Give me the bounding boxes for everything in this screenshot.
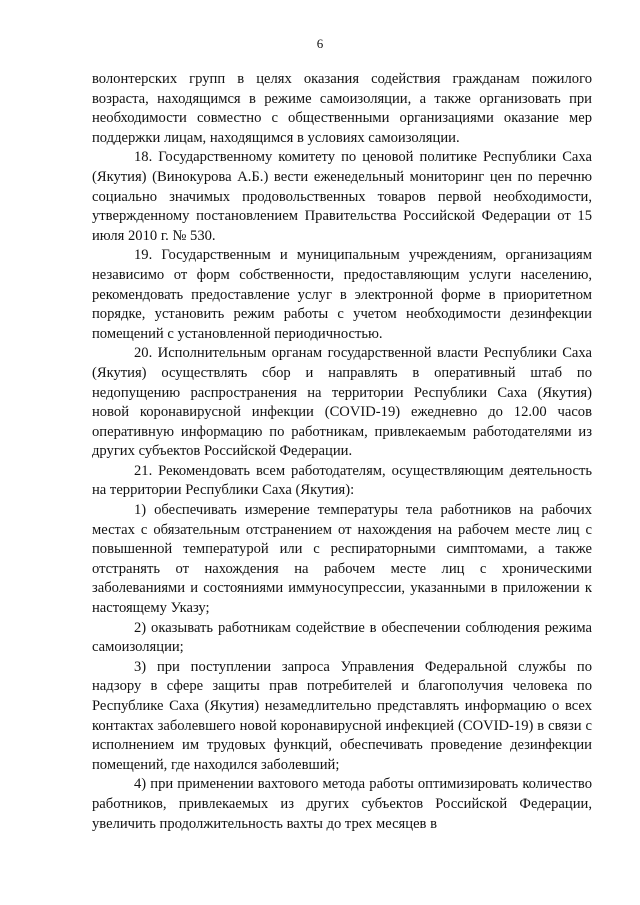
paragraph-item-19: 19. Государственным и муниципальным учреждениям, организациям независимо от форм собственности, предоставляющим услуги населению, рекомендовать предоставление услуг в электронной форме в приоритетном порядке, установить режим работы с учетом необходимости дезинфекции помещений с установленной периодичностью. — [92, 247, 592, 342]
document-body — [92, 70, 592, 834]
subitem-1: 1) обеспечивать измерение температуры тела работников на рабочих местах с обязательным отстранением от нахождения на рабочем месте лиц с повышенной температурой или с респираторными симптомами, а также отстранять от нахождения на рабочем месте лиц с хроническими заболеваниями и состояниями иммуносупрессии, указанными в приложении к настоящему Указу; — [92, 502, 592, 617]
subitem-2: 2) оказывать работникам содействие в обеспечении соблюдения режима самоизоляции; — [92, 619, 592, 656]
paragraph-continuation: волонтерских групп в целях оказания содействия гражданам пожилого возраста, находящимся в режиме самоизоляции, а также организовать при необходимости совместно с общественными организациями оказание мер поддержки лицам, находящимся в условиях самоизоляции. — [92, 71, 592, 146]
paragraph-item-20: 20. Исполнительным органам государственной власти Республики Саха (Якутия) осуществлять сбор и направлять в оперативный штаб по недопущению распространения на территории Республики Саха (Якутия) новой коронавирусной инфекции (COVID-19) ежедневно до 12.00 часов оперативную информацию по работникам, привлекаемым работодателями из других субъектов Российской Федерации. — [92, 345, 592, 460]
subitem-4: 4) при применении вахтового метода работы оптимизировать количество работников, привлекаемых из других субъектов Российской Федерации, увеличить продолжительность вахты до трех месяцев в — [92, 776, 592, 832]
page-number: 6 — [316, 36, 324, 51]
subitem-3: 3) при поступлении запроса Управления Федеральной службы по надзору в сфере защиты прав потребителей и благополучия человека по Республике Саха (Якутия) незамедлительно представлять информацию о всех контактах заболевшего новой коронавирусной инфекцией (COVID-19) в связи с исполнением им трудовых функций, обеспечивать проведение дезинфекции помещений, где находился заболевший; — [92, 658, 592, 773]
paragraph-item-21: 21. Рекомендовать всем работодателям, осуществляющим деятельность на территории Республики Саха (Якутия): — [92, 462, 592, 499]
paragraph-item-18: 18. Государственному комитету по ценовой политике Республики Саха (Якутия) (Винокурова А.Б.) вести еженедельный мониторинг цен по перечню социально значимых продовольственных товаров первой необходимости, утвержденному постановлением Правительства Российской Федерации от 15 июля 2010 г. № 530. — [92, 149, 592, 244]
